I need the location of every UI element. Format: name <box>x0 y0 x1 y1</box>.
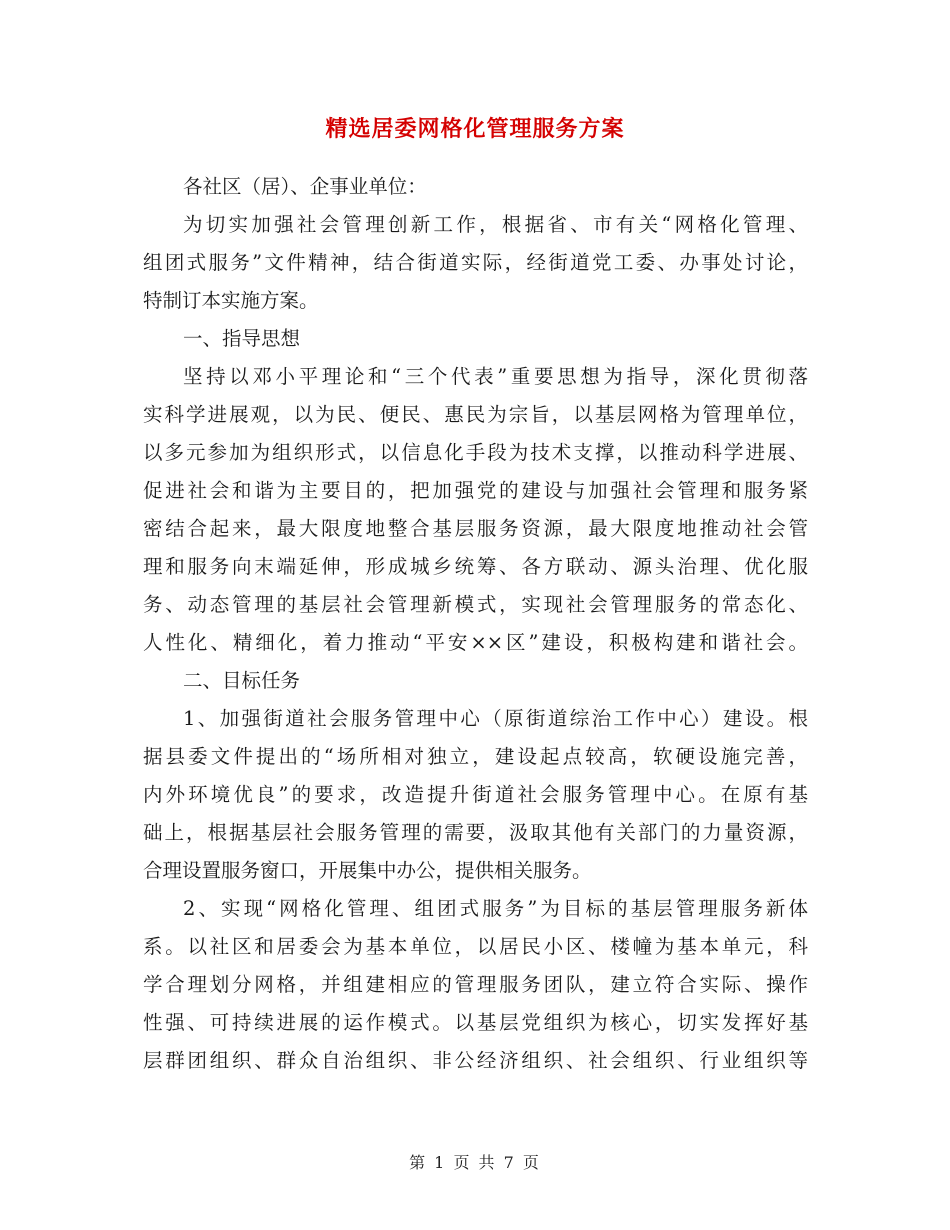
paragraph-line: 内外环境优良”的要求，改造提升街道社会服务管理中心。在原有基 <box>143 783 808 806</box>
paragraph-line: 促进社会和谐为主要目的，把加强党的建设与加强社会管理和服务紧 <box>143 479 808 502</box>
paragraph-line: 密结合起来，最大限度地整合基层服务资源，最大限度地推动社会管 <box>143 517 808 540</box>
paragraph-line: 组团式服务”文件精神，结合街道实际，经街道党工委、办事处讨论， <box>143 251 808 274</box>
paragraph-line: 层群团组织、群众自治组织、非公经济组织、社会组织、行业组织等 <box>143 1049 808 1072</box>
paragraph-line: 系。以社区和居委会为基本单位，以居民小区、楼幢为基本单元，科 <box>143 935 808 958</box>
document-body <box>143 168 808 1080</box>
paragraph-line: 理和服务向末端延伸，形成城乡统筹、各方联动、源头治理、优化服 <box>143 555 808 578</box>
section-heading: 一、指导思想 <box>183 327 301 350</box>
paragraph-line: 据县委文件提出的“场所相对独立，建设起点较高，软硬设施完善， <box>143 745 808 768</box>
paragraph-line: 2、实现“网格化管理、组团式服务”为目标的基层管理服务新体 <box>183 897 808 920</box>
paragraph-line: 特制订本实施方案。 <box>143 289 319 312</box>
paragraph-line: 以多元参加为组织形式，以信息化手段为技术支撑，以推动科学进展、 <box>143 441 808 464</box>
page-number-footer: 第 1 页 共 7 页 <box>409 1153 541 1172</box>
paragraph-line: 1、加强街道社会服务管理中心（原街道综治工作中心）建设。根 <box>183 707 808 730</box>
paragraph-line: 务、动态管理的基层社会管理新模式，实现社会管理服务的常态化、 <box>143 593 808 616</box>
paragraph-line: 为切实加强社会管理创新工作，根据省、市有关“网格化管理、 <box>183 213 808 236</box>
section-heading: 二、目标任务 <box>183 669 301 692</box>
salutation-line: 各社区（居）、企事业单位： <box>183 175 427 198</box>
paragraph-line: 学合理划分网格，并组建相应的管理服务团队，建立符合实际、操作 <box>143 973 808 996</box>
paragraph-line: 性强、可持续进展的运作模式。以基层党组织为核心，切实发挥好基 <box>143 1011 808 1034</box>
document-title: 精选居委网格化管理服务方案 <box>325 116 625 142</box>
paragraph-line: 合理设置服务窗口，开展集中办公，提供相关服务。 <box>143 859 592 882</box>
paragraph-line: 础上，根据基层社会服务管理的需要，汲取其他有关部门的力量资源， <box>143 821 808 844</box>
paragraph-line: 人性化、精细化，着力推动“平安××区”建设，积极构建和谐社会。 <box>143 631 808 654</box>
paragraph-line: 坚持以邓小平理论和“三个代表”重要思想为指导，深化贯彻落 <box>183 365 808 388</box>
paragraph-line: 实科学进展观，以为民、便民、惠民为宗旨，以基层网格为管理单位， <box>143 403 808 426</box>
